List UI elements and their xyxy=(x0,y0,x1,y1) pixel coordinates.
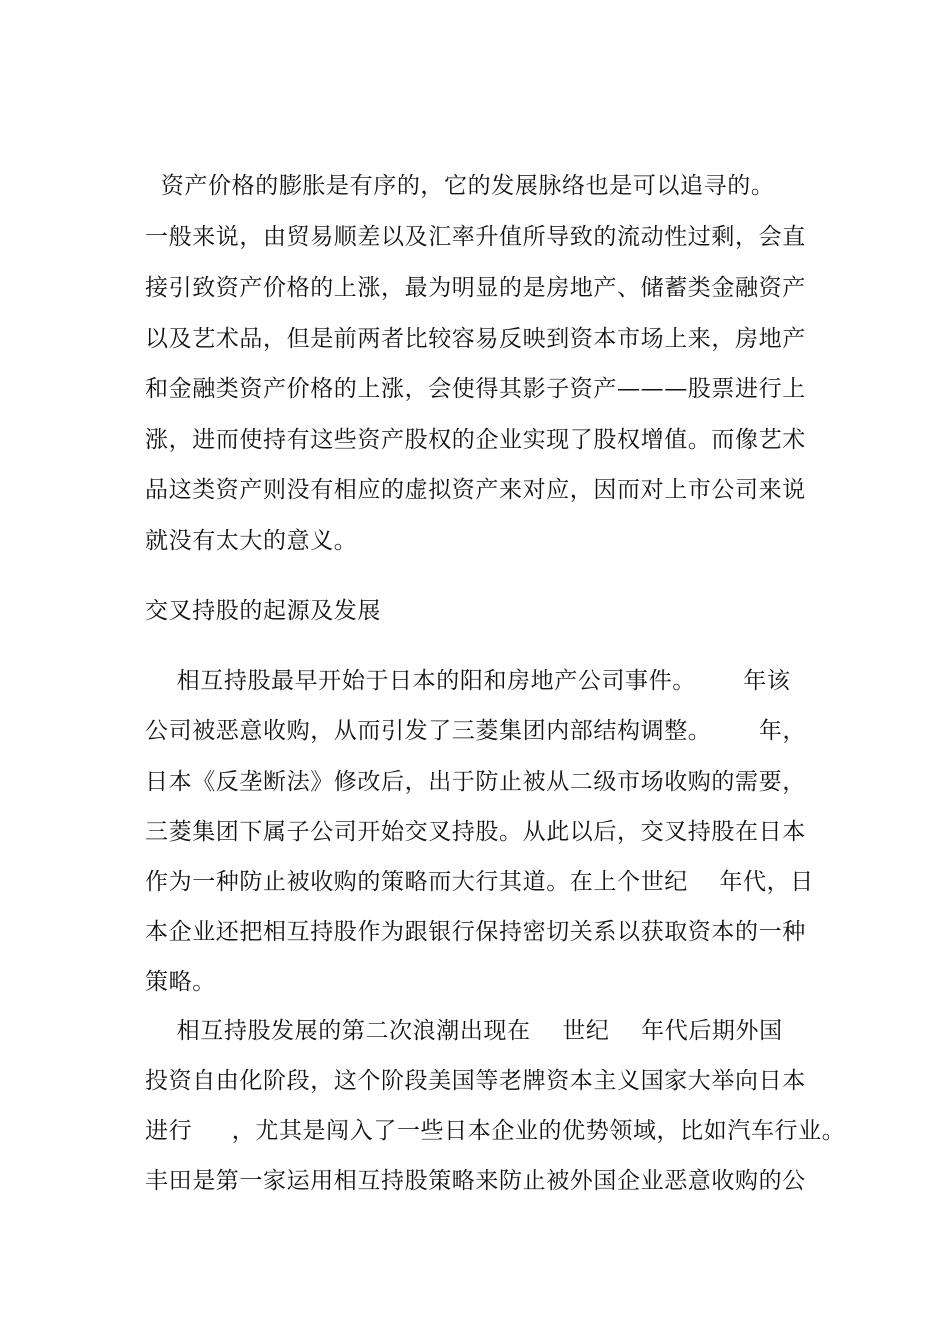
text-line: 策略。 xyxy=(145,969,216,995)
text-line: 进行 ，尤其是闯入了一些日本企业的优势领域，比如汽车行业。 xyxy=(145,1118,846,1144)
text-line: 投资自由化阶段，这个阶段美国等老牌资本主义国家大举向日本 xyxy=(145,1068,806,1094)
text-line: 丰田是第一家运用相互持股策略来防止被外国企业恶意收购的公 xyxy=(145,1168,806,1194)
text-line: 一般来说，由贸易顺差以及汇率升值所导致的流动性过剩，会直 xyxy=(145,224,806,250)
text-line: 作为一种防止被收购的策略而大行其道。在上个世纪 年代，日 xyxy=(145,869,814,895)
text-line: 三菱集团下属子公司开始交叉持股。从此以后，交叉持股在日本 xyxy=(145,819,806,845)
text-line: 以及艺术品，但是前两者比较容易反映到资本市场上来，房地产 xyxy=(145,326,806,352)
text-line: 资产价格的膨胀是有序的，它的发展脉络也是可以追寻的。 xyxy=(145,173,775,199)
text-line: 相互持股最早开始于日本的阳和房地产公司事件。 年该 xyxy=(145,668,791,694)
text-line: 涨，进而使持有这些资产股权的企业实现了股权增值。而像艺术 xyxy=(145,427,806,453)
text-line: 本企业还把相互持股作为跟银行保持密切关系以获取资本的一种 xyxy=(145,919,806,945)
heading-text: 交叉持股的起源及发展 xyxy=(145,598,381,624)
text-line: 就没有太大的意义。 xyxy=(145,528,358,554)
text-line: 相互持股发展的第二次浪潮出现在 世纪 年代后期外国 xyxy=(145,1018,783,1044)
text-line: 和金融类资产价格的上涨，会使得其影子资产———股票进行上 xyxy=(145,376,806,402)
text-line: 品这类资产则没有相应的虚拟资产来对应，因而对上市公司来说 xyxy=(145,477,806,503)
text-line: 接引致资产价格的上涨，最为明显的是房地产、储蓄类金融资产 xyxy=(145,275,806,301)
text-line: 公司被恶意收购，从而引发了三菱集团内部结构调整。 年， xyxy=(145,718,807,744)
text-line: 日本《反垄断法》修改后，出于防止被从二级市场收购的需要， xyxy=(145,769,806,795)
